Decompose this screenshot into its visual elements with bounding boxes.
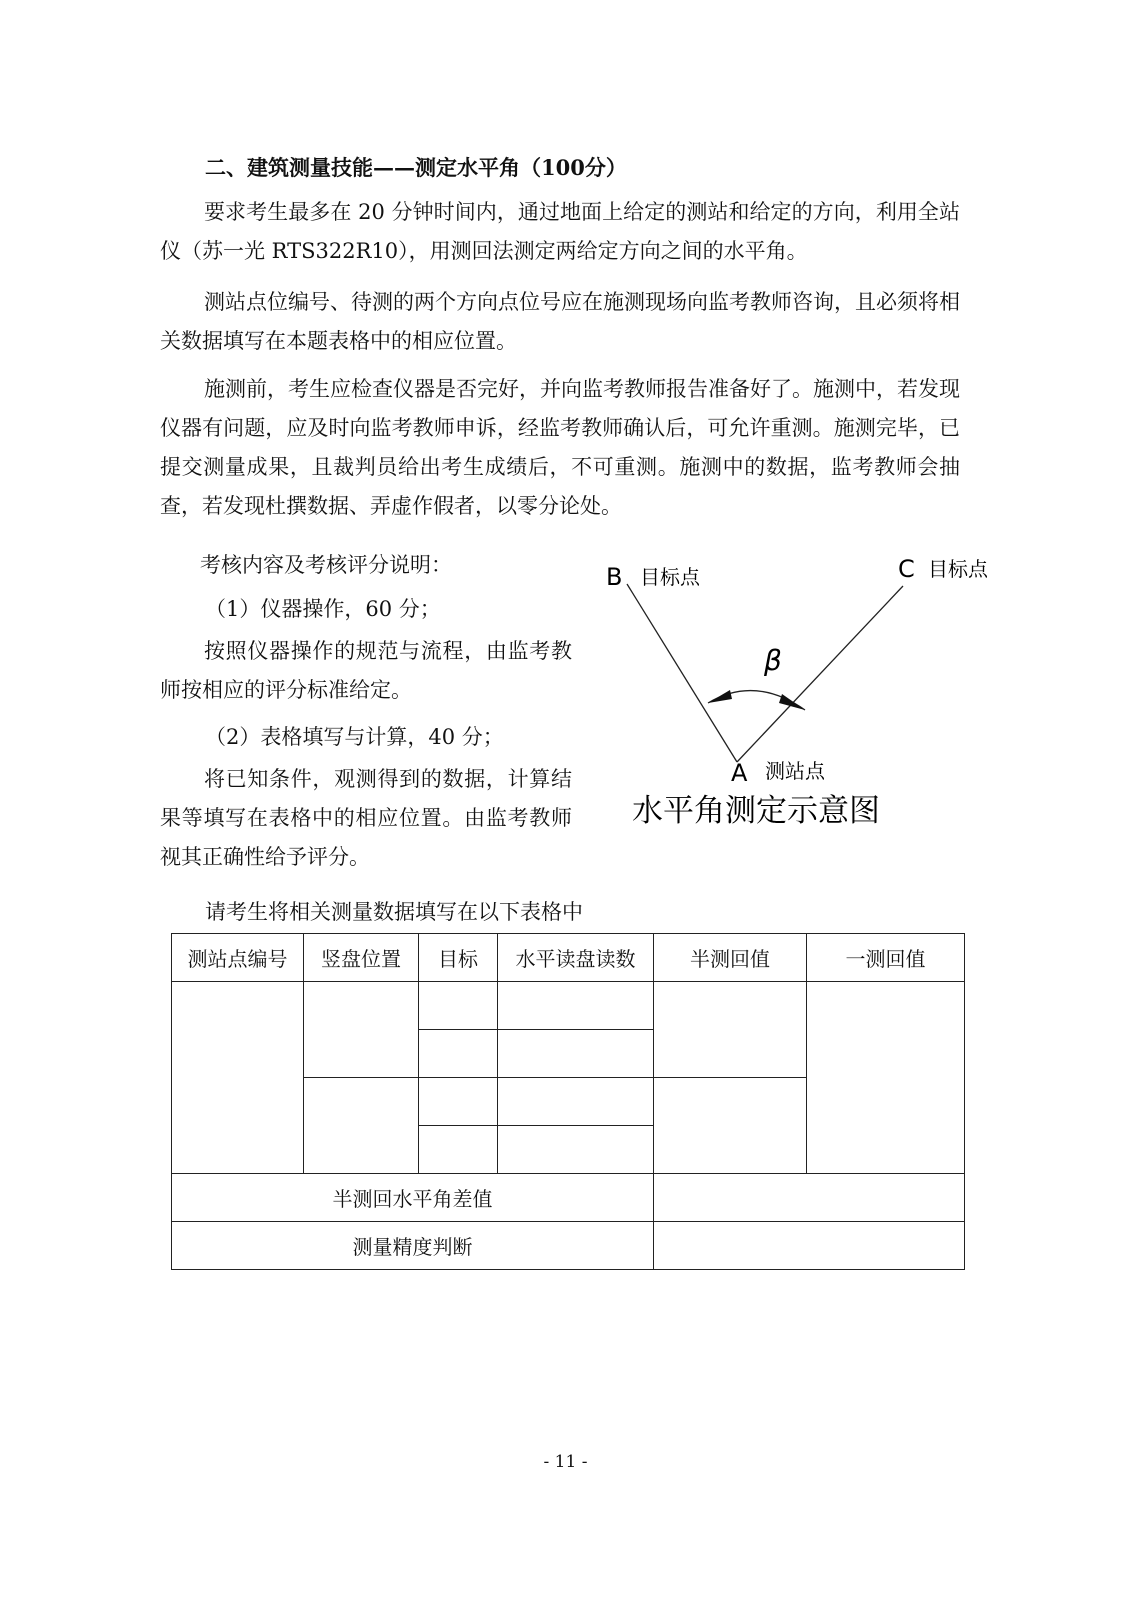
scoring-item1-text: 按照仪器操作的规范与流程，由监考教师按相应的评分标准给定。 — [160, 639, 572, 702]
table-row-diff — [172, 1174, 965, 1222]
paragraph-station-info: 测站点位编号、待测的两个方向点位号应在施测现场向监考教师咨询，且必须将相关数据填写在本题表格中的相应位置。 — [160, 290, 960, 353]
cell-position-1[interactable] — [304, 982, 419, 1078]
header-full-round: 一测回值 — [807, 934, 965, 982]
diff-label: 半测回水平角差值 — [172, 1174, 654, 1222]
scoring-intro: 考核内容及考核评分说明： — [200, 553, 452, 577]
cell-reading[interactable] — [498, 1126, 654, 1174]
scoring-item1-title: （1）仪器操作，60 分； — [205, 597, 441, 621]
cell-reading[interactable] — [498, 1078, 654, 1126]
horizontal-angle-diagram — [580, 540, 988, 840]
label-b: B — [606, 563, 623, 591]
table-header-row — [172, 934, 965, 982]
cell-diff-value[interactable] — [654, 1174, 965, 1222]
table-intro: 请考生将相关测量数据填写在以下表格中 — [205, 900, 583, 924]
scoring-item2-title: （2）表格填写与计算，40 分； — [205, 725, 504, 749]
cell-station[interactable] — [172, 982, 304, 1174]
cell-full-round[interactable] — [807, 982, 965, 1174]
cell-half-round-2[interactable] — [654, 1078, 807, 1174]
label-c-target: 目标点 — [928, 557, 988, 581]
arrow-left — [708, 690, 732, 703]
cell-reading[interactable] — [498, 982, 654, 1030]
scoring-item2-text: 将已知条件，观测得到的数据，计算结果等填写在表格中的相应位置。由监考教师视其正确性给予评分。 — [160, 767, 572, 869]
cell-reading[interactable] — [498, 1030, 654, 1078]
angle-beta: β — [764, 644, 782, 677]
diagram-caption: 水平角测定示意图 — [632, 793, 880, 829]
section-heading: 二、建筑测量技能——测定水平角（100分） — [205, 155, 627, 180]
header-half-round: 半测回值 — [654, 934, 807, 982]
label-a-station: 测站点 — [765, 759, 825, 783]
label-c: C — [898, 555, 915, 583]
cell-precision-value[interactable] — [654, 1222, 965, 1270]
arrow-right — [779, 694, 805, 710]
cell-target[interactable] — [419, 1030, 498, 1078]
line-ab — [627, 584, 737, 762]
page-number: - 11 - — [543, 1452, 588, 1472]
table-row — [172, 982, 965, 1030]
header-station: 测站点编号 — [172, 934, 304, 982]
cell-half-round-1[interactable] — [654, 982, 807, 1078]
label-b-target: 目标点 — [640, 565, 700, 589]
measurement-table — [171, 933, 965, 1270]
paragraph-requirement: 要求考生最多在 20 分钟时间内，通过地面上给定的测站和给定的方向，利用全站仪（苏一光 RTS322R10），用测回法测定两给定方向之间的水平角。 — [160, 200, 960, 263]
header-vertical-position: 竖盘位置 — [304, 934, 419, 982]
line-ac — [737, 586, 903, 762]
paragraph-procedure: 施测前，考生应检查仪器是否完好，并向监考教师报告准备好了。施测中，若发现仪器有问题，应及时向监考教师申诉，经监考教师确认后，可允许重测。施测完毕，已提交测量成果，且裁判员给出考生成绩后，不可重测。施测中的数据，监考教师会抽查，若发现杜撰数据、弄虚作假者，以零分论处。 — [160, 377, 960, 518]
precision-label: 测量精度判断 — [172, 1222, 654, 1270]
cell-target[interactable] — [419, 1078, 498, 1126]
header-target: 目标 — [419, 934, 498, 982]
cell-position-2[interactable] — [304, 1078, 419, 1174]
label-a: A — [731, 759, 748, 787]
header-reading: 水平读盘读数 — [498, 934, 654, 982]
cell-target[interactable] — [419, 982, 498, 1030]
table-row-precision — [172, 1222, 965, 1270]
cell-target[interactable] — [419, 1126, 498, 1174]
